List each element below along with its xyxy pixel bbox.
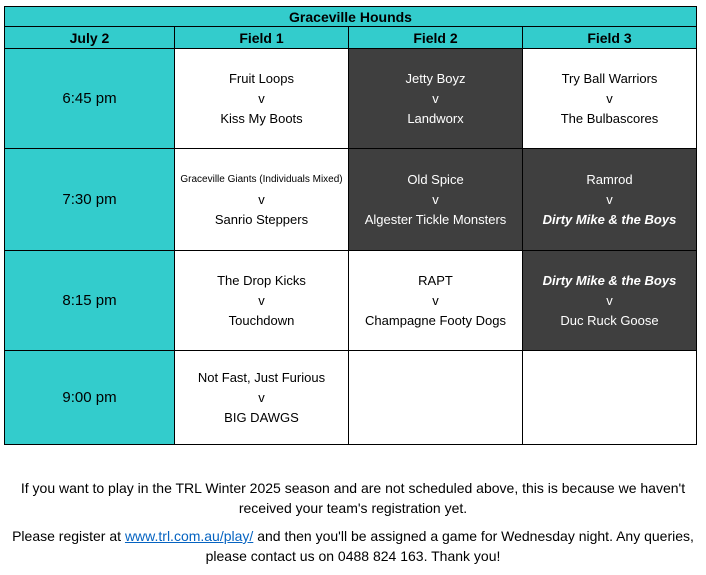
away-team: Champagne Footy Dogs xyxy=(365,312,506,328)
versus: v xyxy=(258,191,265,207)
home-team: Graceville Giants (Individuals Mixed) xyxy=(180,173,343,185)
field-2-header: Field 2 xyxy=(349,27,523,49)
game-cell xyxy=(349,149,523,251)
contact-note-prefix: Please register at xyxy=(12,528,122,544)
game-cell xyxy=(349,251,523,351)
home-team: Try Ball Warriors xyxy=(561,70,658,86)
game-cell xyxy=(523,149,697,251)
fixture-table xyxy=(4,6,697,445)
registration-note xyxy=(0,478,706,518)
registration-note-text: If you want to play in the TRL Winter 2025 season and are not scheduled above, this is because we haven't received your team's registration yet. xyxy=(20,480,686,516)
empty-cell xyxy=(349,351,523,445)
time-slot-row xyxy=(5,149,697,251)
contact-note xyxy=(0,526,706,566)
home-team: Ramrod xyxy=(586,171,633,187)
versus: v xyxy=(258,292,265,308)
time-cell: 8:15 pm xyxy=(5,251,175,351)
versus: v xyxy=(606,191,613,207)
game-cell xyxy=(175,49,349,149)
time-cell: 7:30 pm xyxy=(5,149,175,251)
away-team: Duc Ruck Goose xyxy=(560,312,659,328)
away-team: Dirty Mike & the Boys xyxy=(542,211,677,227)
game-cell xyxy=(175,149,349,251)
register-link[interactable]: www.trl.com.au/play/ xyxy=(124,528,254,544)
away-team: Touchdown xyxy=(228,312,295,328)
versus: v xyxy=(258,90,265,106)
field-1-header: Field 1 xyxy=(175,27,349,49)
versus: v xyxy=(258,389,265,405)
home-team: Dirty Mike & the Boys xyxy=(542,272,677,288)
game-cell xyxy=(175,251,349,351)
home-team: Not Fast, Just Furious xyxy=(197,369,326,385)
home-team: Fruit Loops xyxy=(228,70,295,86)
home-team: Jetty Boyz xyxy=(405,70,466,86)
date-header: July 2 xyxy=(5,27,175,49)
venue-title: Graceville Hounds xyxy=(5,7,697,27)
away-team: BIG DAWGS xyxy=(224,409,299,425)
home-team: RAPT xyxy=(418,272,453,288)
away-team: Algester Tickle Monsters xyxy=(364,211,507,227)
time-slot-row xyxy=(5,251,697,351)
game-cell xyxy=(175,351,349,445)
versus: v xyxy=(432,191,439,207)
versus: v xyxy=(606,90,613,106)
field-3-header: Field 3 xyxy=(523,27,697,49)
time-slot-row xyxy=(5,49,697,149)
away-team: The Bulbascores xyxy=(560,110,659,126)
game-cell xyxy=(349,49,523,149)
home-team: The Drop Kicks xyxy=(217,272,306,288)
time-cell: 6:45 pm xyxy=(5,49,175,149)
game-cell xyxy=(523,49,697,149)
time-cell: 9:00 pm xyxy=(5,351,175,445)
home-team: Old Spice xyxy=(407,171,464,187)
away-team: Landworx xyxy=(407,110,464,126)
empty-cell xyxy=(523,351,697,445)
away-team: Sanrio Steppers xyxy=(214,211,309,227)
away-team: Kiss My Boots xyxy=(220,110,303,126)
versus: v xyxy=(606,292,613,308)
versus: v xyxy=(432,292,439,308)
versus: v xyxy=(432,90,439,106)
game-cell xyxy=(523,251,697,351)
contact-note-suffix: and then you'll be assigned a game for Wednesday night. Any queries, please contact us on 0488 824 163. Thank you! xyxy=(205,528,694,564)
time-slot-row xyxy=(5,351,697,445)
